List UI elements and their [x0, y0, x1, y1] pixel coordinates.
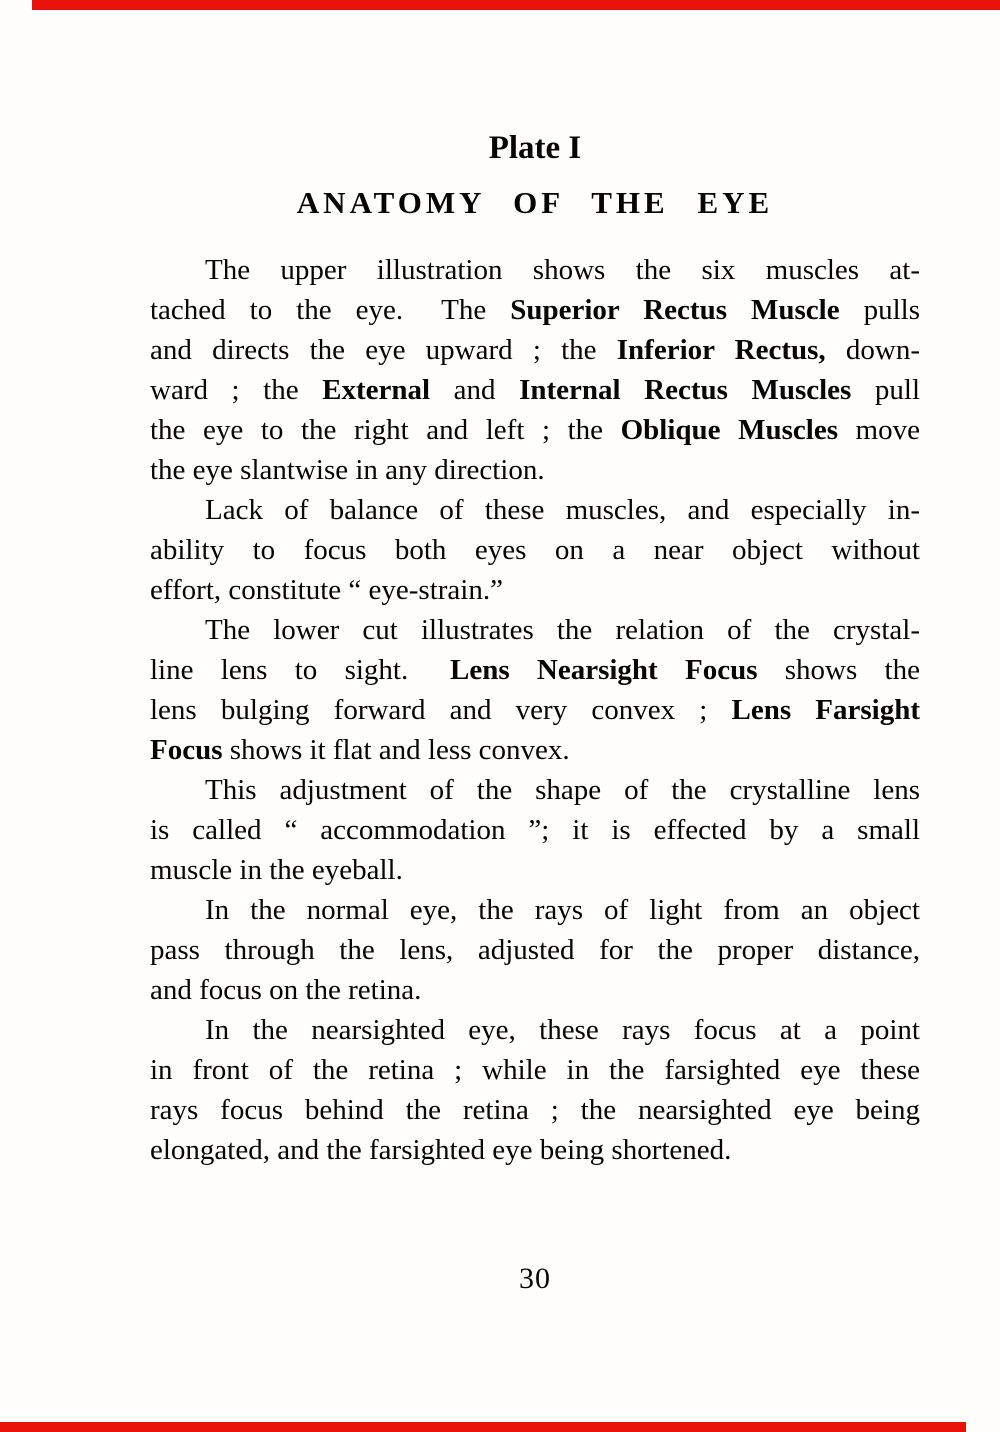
text-line [150, 930, 920, 970]
text-line [150, 450, 920, 490]
text-line [150, 610, 920, 650]
bold-term: Lens Nearsight Focus [450, 654, 758, 686]
text-line [150, 570, 920, 610]
bold-term: Lens Farsight [731, 694, 920, 726]
text-run: ward ; the [150, 374, 323, 406]
scan-edge-bar-top [32, 0, 1000, 10]
text-line [150, 690, 920, 730]
text-run: and directs the eye upward ; the [150, 334, 617, 366]
text-run: tached to the eye. The [150, 294, 511, 326]
paragraph [150, 770, 920, 890]
bold-term: Oblique Muscles [620, 414, 838, 446]
text-run: pulls [839, 294, 920, 326]
text-line [150, 410, 920, 450]
text-run: rays focus behind the retina ; the nearsighted eye being [150, 1094, 920, 1126]
text-run: shows the [757, 654, 920, 686]
plate-label: Plate I [488, 130, 582, 166]
text-line [150, 850, 920, 890]
paragraph [150, 890, 920, 1010]
bold-term: Inferior Rectus, [616, 334, 826, 366]
text-line [150, 1130, 920, 1170]
text-run: the eye to the right and left ; the [150, 414, 621, 446]
bold-term: Superior Rectus Muscle [510, 294, 840, 326]
bold-term: Internal Rectus Muscles [519, 374, 852, 406]
text-run: In the normal eye, the rays of light from an object [205, 894, 920, 926]
text-run: effort, constitute “ eye-strain.” [150, 574, 503, 606]
text-run: line lens to sight. [150, 654, 450, 686]
text-line [150, 770, 920, 810]
text-line [150, 970, 920, 1010]
text-run: pass through the lens, adjusted for the proper distance, [150, 934, 920, 966]
text-run: is called “ accommodation ”; it is effected by a small [150, 814, 920, 846]
text-run: the eye slantwise in any direction. [150, 454, 545, 486]
text-line [150, 330, 920, 370]
text-run: muscle in the eyeball. [150, 854, 403, 886]
paragraph [150, 250, 920, 490]
text-line [150, 810, 920, 850]
text-line [150, 530, 920, 570]
text-line [150, 890, 920, 930]
text-line [150, 1010, 920, 1050]
page-title: ANATOMY OF THE EYE [296, 185, 774, 220]
text-run: This adjustment of the shape of the crystalline lens [205, 774, 920, 806]
paragraph [150, 490, 920, 610]
text-run: lens bulging forward and very convex ; [150, 694, 732, 726]
text-run: elongated, and the farsighted eye being shortened. [150, 1134, 732, 1166]
text-run: move [837, 414, 920, 446]
paragraph [150, 610, 920, 770]
text-run: Lack of balance of these muscles, and especially in- [205, 494, 920, 526]
bold-term: External [322, 374, 431, 406]
text-run: down- [825, 334, 920, 366]
text-run: ability to focus both eyes on a near object without [150, 534, 920, 566]
text-line [150, 1090, 920, 1130]
text-run: pull [851, 374, 920, 406]
page-number: 30 [519, 1262, 551, 1295]
body-text [150, 250, 920, 1170]
scan-edge-bar-bottom [0, 1422, 966, 1432]
text-run: In the nearsighted eye, these rays focus at a point [205, 1014, 920, 1046]
paragraph [150, 1010, 920, 1170]
text-run: The upper illustration shows the six muscles at- [205, 254, 920, 286]
bold-term: Focus [150, 734, 223, 766]
text-line [150, 370, 920, 410]
text-line [150, 490, 920, 530]
text-line [150, 250, 920, 290]
text-run: and [430, 374, 520, 406]
text-run: and focus on the retina. [150, 974, 422, 1006]
text-run: in front of the retina ; while in the farsighted eye these [150, 1054, 920, 1086]
text-run: The lower cut illustrates the relation of the crystal- [205, 614, 920, 646]
text-line [150, 730, 920, 770]
text-run: shows it flat and less convex. [222, 734, 570, 766]
text-line [150, 1050, 920, 1090]
text-line [150, 650, 920, 690]
text-line [150, 290, 920, 330]
